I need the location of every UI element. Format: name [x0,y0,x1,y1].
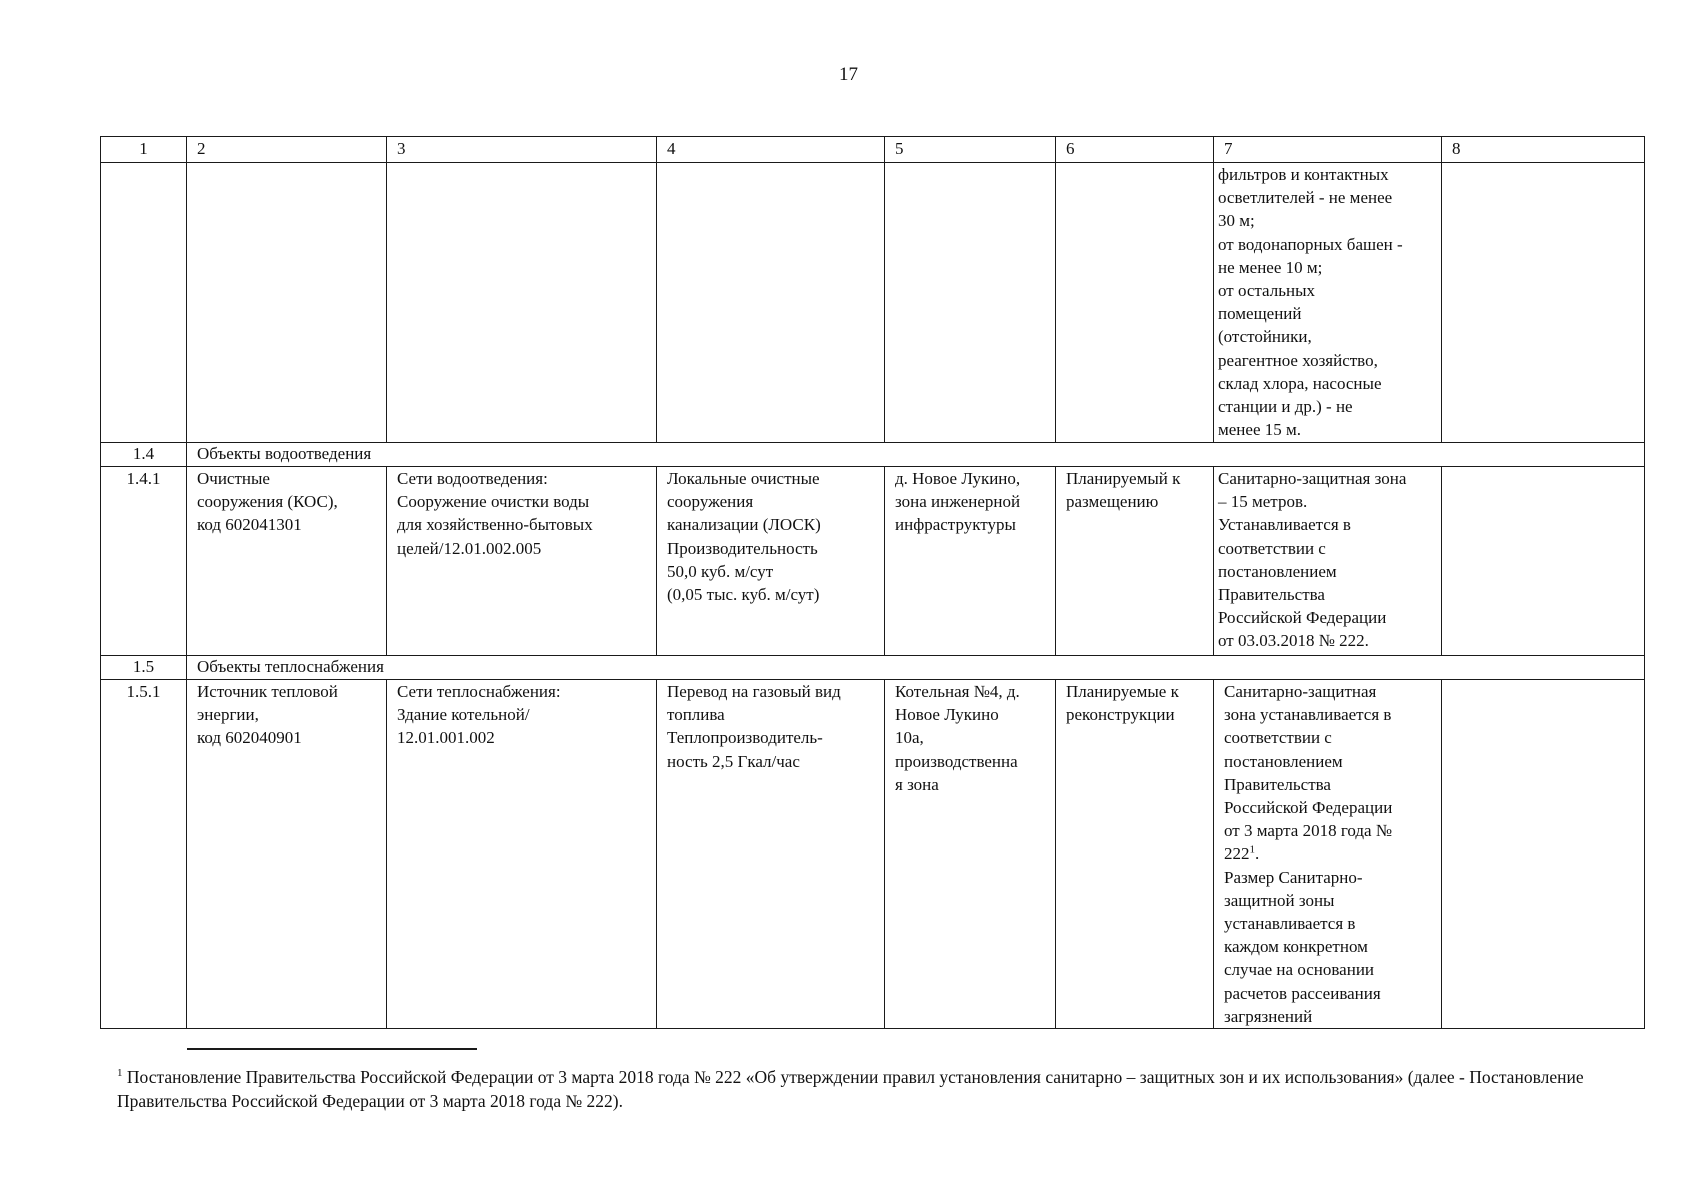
cell [187,163,387,443]
cell [1056,163,1214,443]
section-row-water-disposal [101,443,1645,467]
header-col-3: 3 [387,137,657,163]
header-col-5: 5 [885,137,1056,163]
cell [387,163,657,443]
objects-table [100,136,1645,1029]
sanitary-zone-text: Санитарно-защитная зона устанавливается в соответствии с постановлением Правительства Российской Федерации от 3 марта 2018 года № 222 [1224,682,1393,864]
footnote [117,1065,1637,1113]
status-cell: Планируемый к размещению [1056,467,1214,656]
section-number: 1.5 [101,656,187,680]
section-title: Объекты водоотведения [187,443,1645,467]
cell [101,163,187,443]
sanitary-zone-cell: Санитарно-защитная зона – 15 метров. Устанавливается в соответствии с постановлением Правительства Российской Федерации от 03.03.2018 № 222. [1214,467,1442,656]
section-title: Объекты теплоснабжения [187,656,1645,680]
network-cell: Сети водоотведения: Сооружение очистки воды для хозяйственно-бытовых целей/12.01.002.005 [387,467,657,656]
page-number: 17 [839,64,858,85]
cell [885,163,1056,443]
status-cell: Планируемые к реконструкции [1056,680,1214,1029]
header-col-6: 6 [1056,137,1214,163]
characteristics-cell: Локальные очистные сооружения канализации (ЛОСК) Производительность 50,0 куб. м/сут (0,05 тыс. куб. м/сут) [657,467,885,656]
header-col-4: 4 [657,137,885,163]
location-cell: Котельная №4, д. Новое Лукино 10а, производственна я зона [885,680,1056,1029]
sanitary-zone-cell [1214,680,1442,1029]
network-cell: Сети теплоснабжения: Здание котельной/ 12.01.001.002 [387,680,657,1029]
cell [1442,467,1645,656]
row-number: 1.5.1 [101,680,187,1029]
characteristics-cell: Перевод на газовый вид топлива Теплопроизводитель- ность 2,5 Гкал/час [657,680,885,1029]
cell [1442,680,1645,1029]
row-number: 1.4.1 [101,467,187,656]
sanitary-zone-cell: фильтров и контактных осветлителей - не менее 30 м; от водонапорных башен - не менее 10 м; от остальных помещений (отстойники, реагентное хозяйство, склад хлора, насосные станции и др.) - не менее 15 м. [1214,163,1442,443]
footnote-text: Постановление Правительства Российской Федерации от 3 марта 2018 года № 222 «Об утверждении правил установления санитарно – защитных зон и их использования» (далее - Постановление Правительства Российской Федерации от 3 марта 2018 года № 222). [117,1067,1584,1111]
location-cell: д. Новое Лукино, зона инженерной инфраструктуры [885,467,1056,656]
header-col-7: 7 [1214,137,1442,163]
section-row-heat-supply [101,656,1645,680]
section-number: 1.4 [101,443,187,467]
cell [657,163,885,443]
header-col-2: 2 [187,137,387,163]
footnote-reference: 1 [1249,843,1255,856]
cell [1442,163,1645,443]
table-row-continuation [101,163,1645,443]
table-row-1-4-1 [101,467,1645,656]
footnote-separator [187,1048,477,1050]
sanitary-zone-text-continued: . Размер Санитарно- защитной зоны устанавливается в каждом конкретном случае на основании расчетов рассеивания загрязнений [1224,844,1381,1026]
table-row-1-5-1 [101,680,1645,1029]
object-name-cell: Источник тепловой энергии, код 602040901 [187,680,387,1029]
header-col-1: 1 [101,137,187,163]
footnote-marker: 1 [117,1067,123,1080]
object-name-cell: Очистные сооружения (КОС), код 602041301 [187,467,387,656]
header-col-8: 8 [1442,137,1645,163]
table-header-row [101,137,1645,163]
